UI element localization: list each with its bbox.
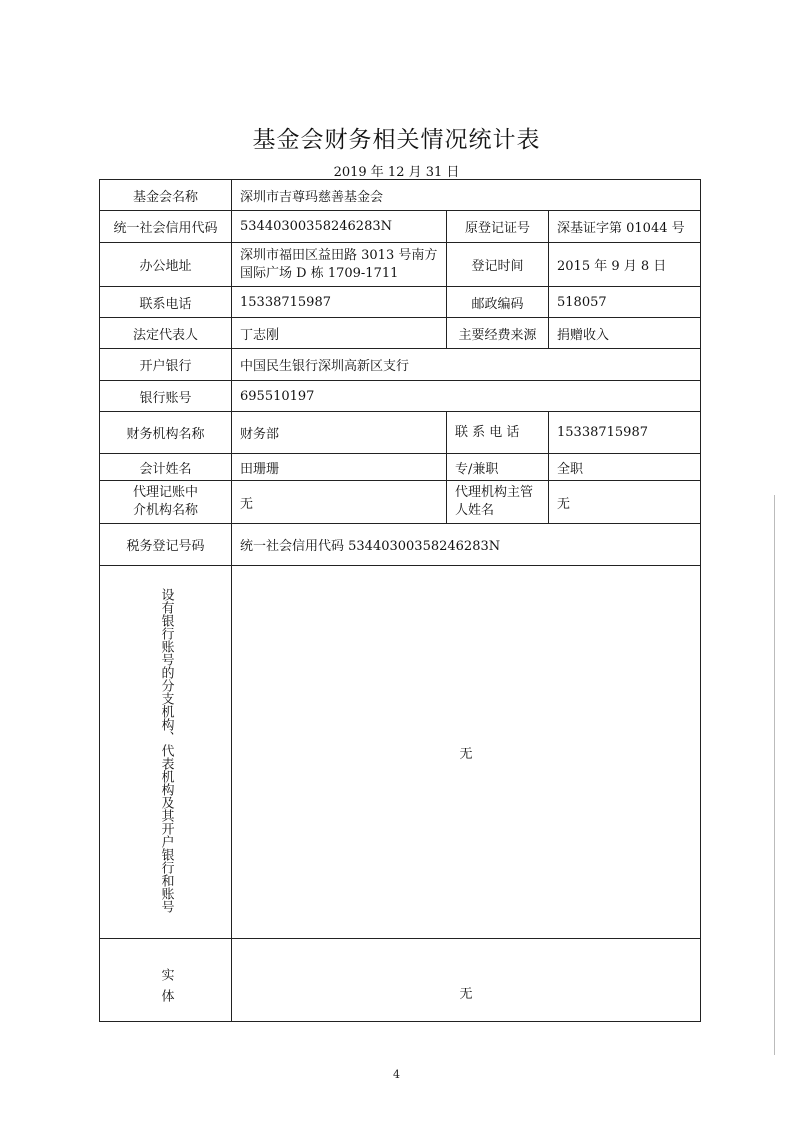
branches-value: 无: [232, 566, 701, 939]
table-row: [100, 412, 701, 454]
tax-value: 统一社会信用代码 53440300358246283N: [232, 524, 701, 566]
branches-label-cell: [100, 566, 232, 939]
foundation-name-value: 深圳市吉尊玛慈善基金会: [232, 180, 701, 211]
page-title: 基金会财务相关情况统计表: [252, 127, 541, 153]
foundation-name-label: 基金会名称: [100, 180, 232, 211]
table-row: [100, 481, 701, 524]
agency-value: 无: [232, 481, 447, 524]
table-row: [100, 566, 701, 939]
table-row: [100, 211, 701, 243]
table-row: [100, 349, 701, 381]
legal-rep-value: 丁志刚: [232, 318, 447, 349]
address-label: 办公地址: [100, 243, 232, 287]
fulltime-label: 专/兼职: [447, 454, 549, 481]
postcode-value: 518057: [549, 287, 701, 318]
funding-value: 捐赠收入: [549, 318, 701, 349]
agency-head-label: 代理机构主管人姓名: [447, 481, 549, 524]
reg-time-label: 登记时间: [447, 243, 549, 287]
scan-edge-line: [774, 495, 775, 1055]
table-row: [100, 454, 701, 481]
accountant-label: 会计姓名: [100, 454, 232, 481]
phone-label: 联系电话: [100, 287, 232, 318]
table-row: [100, 180, 701, 211]
report-date: 2019 年 12 月 31 日: [333, 165, 460, 180]
account-value: 695510197: [232, 381, 701, 412]
table-row: [100, 524, 701, 566]
table-row: [100, 381, 701, 412]
orig-reg-value: 深基证字第 01044 号: [549, 211, 701, 243]
page-number: 4: [393, 1068, 400, 1081]
table-row: [100, 939, 701, 1022]
entity-label-cell: [100, 939, 232, 1022]
funding-label: 主要经费来源: [447, 318, 549, 349]
agency-head-value: 无: [549, 481, 701, 524]
postcode-label: 邮政编码: [447, 287, 549, 318]
accountant-value: 田珊珊: [232, 454, 447, 481]
agency-label: 代理记账中介机构名称: [100, 481, 232, 524]
finance-phone-value: 15338715987: [549, 412, 701, 454]
address-value: 深圳市福田区益田路 3013 号南方国际广场 D 栋 1709-1711: [232, 243, 447, 287]
finance-dept-label: 财务机构名称: [100, 412, 232, 454]
branches-label: 设有银行账号的分支机构、代表机构及其开户银行和账号: [158, 587, 174, 913]
finance-phone-label: 联 系 电 话: [447, 412, 549, 454]
credit-code-value: 53440300358246283N: [232, 211, 447, 243]
orig-reg-label: 原登记证号: [447, 211, 549, 243]
phone-value: 15338715987: [232, 287, 447, 318]
finance-dept-value: 财务部: [232, 412, 447, 454]
entity-label: 实体: [158, 968, 174, 1010]
bank-value: 中国民生银行深圳高新区支行: [232, 349, 701, 381]
table-row: [100, 243, 701, 287]
fulltime-value: 全职: [549, 454, 701, 481]
tax-label: 税务登记号码: [100, 524, 232, 566]
bank-label: 开户银行: [100, 349, 232, 381]
entity-value: 无: [232, 939, 701, 1022]
reg-time-value: 2015 年 9 月 8 日: [549, 243, 701, 287]
credit-code-label: 统一社会信用代码: [100, 211, 232, 243]
legal-rep-label: 法定代表人: [100, 318, 232, 349]
table-row: [100, 287, 701, 318]
account-label: 银行账号: [100, 381, 232, 412]
table-row: [100, 318, 701, 349]
finance-info-table: [99, 179, 701, 1022]
